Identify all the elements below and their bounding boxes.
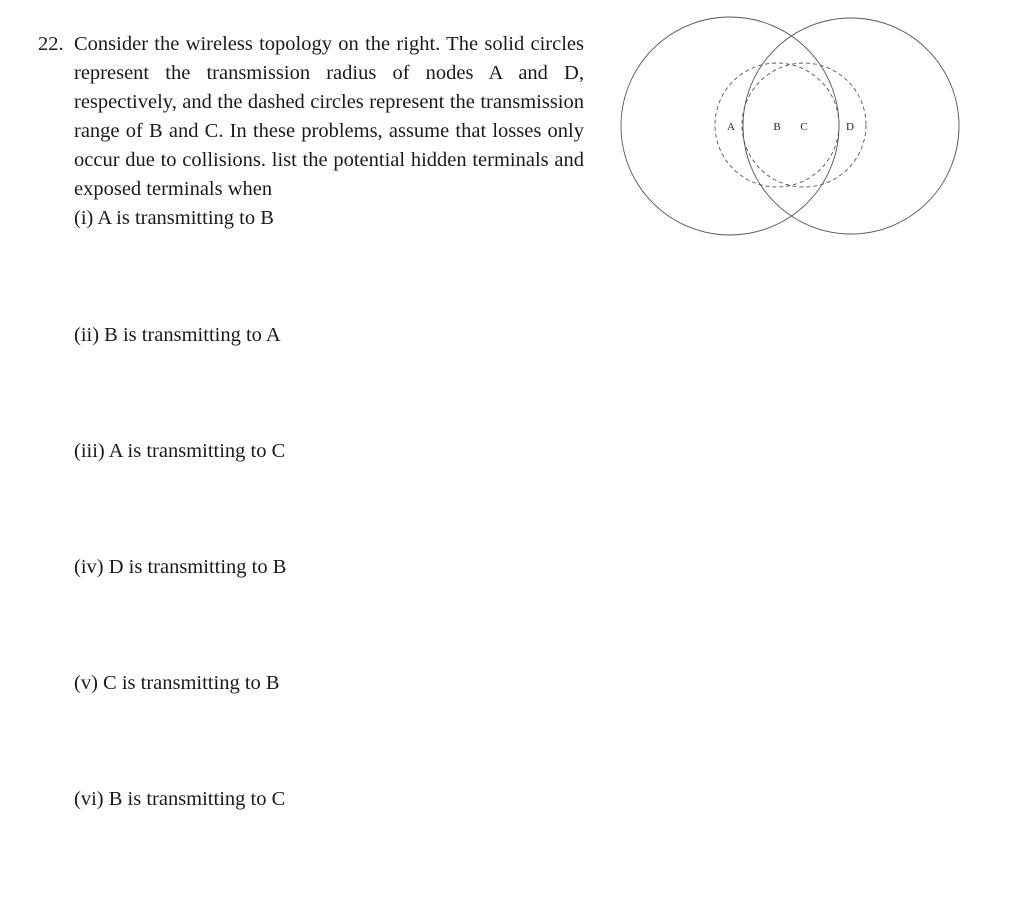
part-iii: (iii) A is transmitting to C [74,440,286,462]
part-iv: (iv) D is transmitting to B [74,556,287,578]
wireless-topology-diagram [612,8,972,244]
part-ii: (ii) B is transmitting to A [74,324,281,346]
question-text: Consider the wireless topology on the right. The solid circles represent the transmission radius of nodes A and D, respectively, and the dashed circles represent the transmission range of B and C. In these problems, assume that losses only occur due to collisions. list the potential hidden terminals and exposed terminals when [74,33,584,200]
node-d-label: D [846,121,854,133]
topology-svg [612,8,972,244]
question-block [38,30,584,204]
node-b-label: B [773,121,781,133]
part-vi: (vi) B is transmitting to C [74,788,286,810]
part-i: (i) A is transmitting to B [74,207,274,229]
part-v: (v) C is transmitting to B [74,672,280,694]
node-a-label: A [727,121,735,133]
question-number: 22. [38,33,64,55]
node-c-label: C [800,121,808,133]
